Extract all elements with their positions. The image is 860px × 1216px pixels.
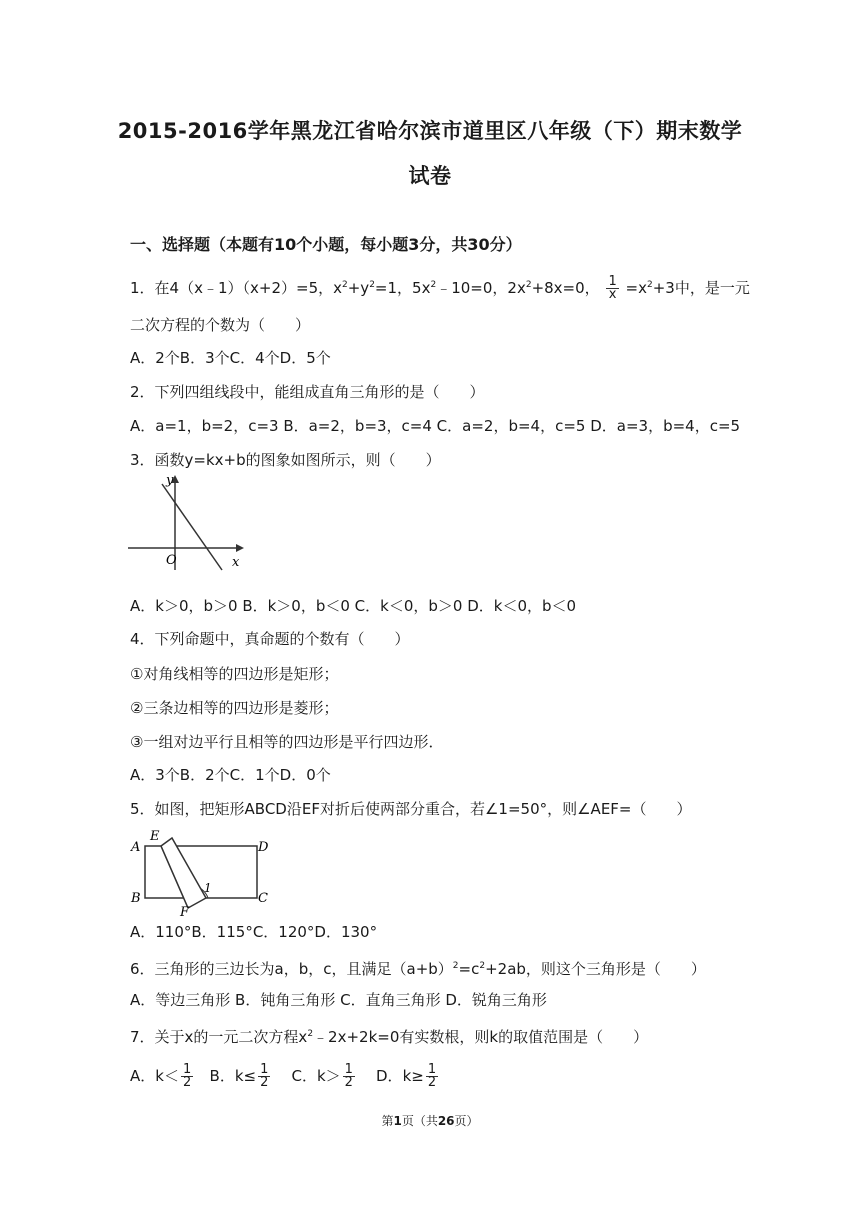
question-7-stem: 7．关于x的一元二次方程$x^2﹣2x+2k=0$有实数根，则k的取值范围是（ ） xyxy=(130,1028,649,1046)
question-1-stem: 1．在4（x﹣1）（x+2）=5，$x^2+y^2=1$，$5x^2﹣10=0$，$2x^2+8x=0$， $\frac{1}{x}$ $=x^2+3$中，是一元 xyxy=(130,274,750,302)
vertex-D-label: D xyxy=(258,840,269,855)
linear-function-graph xyxy=(128,472,248,572)
section-heading: 一、选择题（本题有10个小题，每小题3分，共30分） xyxy=(130,235,522,254)
question-1-options: A．2个B．3个C．4个D．5个 xyxy=(130,349,331,367)
question-4-statement-1: ①对角线相等的四边形是矩形； xyxy=(130,665,339,683)
question-5-stem: 5．如图，把矩形ABCD沿EF对折后使两部分重合，若∠1=50°，则∠AEF=（ ） xyxy=(130,800,692,818)
question-2-options: A．a=1，b=2，c=3 B．a=2，b=3，c=4 C．a=2，b=4，c=5 D．a=3，b=4，c=5 xyxy=(130,417,741,435)
question-6-options: A．等边三角形 B．钝角三角形 C．直角三角形 D．锐角三角形 xyxy=(130,991,547,1009)
vertex-B-label: B xyxy=(131,891,141,906)
question-4-statement-3: ③一组对边平行且相等的四边形是平行四边形． xyxy=(130,733,444,751)
question-7-options: A．k＜ $\frac{1}{2}$ B．k≤ $\frac{1}{2}$ C．k＞ $\frac{1}{2}$ D．k≥ $\frac{1}{2}$ xyxy=(130,1062,437,1090)
question-4-stem: 4．下列命题中，真命题的个数有（ ） xyxy=(130,630,410,648)
fraction-one-half: $\frac{1}{2}$ xyxy=(344,1062,353,1090)
document-title-line1: 2015-2016学年黑龙江省哈尔滨市道里区八年级（下）期末数学 xyxy=(117,119,743,143)
question-2-stem: 2．下列四组线段中，能组成直角三角形的是（ ） xyxy=(130,383,485,401)
point-F-label: F xyxy=(180,905,190,916)
folded-rectangle-figure xyxy=(128,826,278,916)
document-title-line2: 试卷 xyxy=(408,164,452,188)
question-1-stem-cont: 二次方程的个数为（ ） xyxy=(130,316,311,334)
question-3-options: A．k＞0，b＞0 B．k＞0，b＜0 C．k＜0，b＞0 D．k＜0，b＜0 xyxy=(130,597,577,615)
angle-1-label: 1 xyxy=(204,881,212,895)
fraction-1-over-x: $\frac{1}{x}$ xyxy=(608,274,617,302)
origin-label: O xyxy=(166,553,177,568)
question-6-stem: 6．三角形的三边长为a，b，c，且满足$(a+b)^2=c^2+2ab$，则这个三角形是（ ） xyxy=(130,960,706,978)
vertex-A-label: A xyxy=(131,840,141,855)
fraction-one-half: $\frac{1}{2}$ xyxy=(427,1062,437,1090)
question-5-options: A．110°B．115°C．120°D．130° xyxy=(130,923,378,941)
page-footer: 第1页（共26页） xyxy=(381,1114,479,1128)
vertex-C-label: C xyxy=(258,891,268,906)
point-E-label: E xyxy=(150,829,160,844)
fraction-one-half: $\frac{1}{2}$ xyxy=(182,1062,192,1090)
x-axis-label: x xyxy=(232,555,240,570)
question-3-stem: 3．函数y=kx+b的图象如图所示，则（ ） xyxy=(130,451,441,469)
y-axis-label: y xyxy=(166,473,174,488)
question-4-statement-2: ②三条边相等的四边形是菱形； xyxy=(130,699,339,717)
question-4-options: A．3个B．2个C．1个D．0个 xyxy=(130,766,331,784)
fraction-one-half: $\frac{1}{2}$ xyxy=(260,1062,269,1090)
